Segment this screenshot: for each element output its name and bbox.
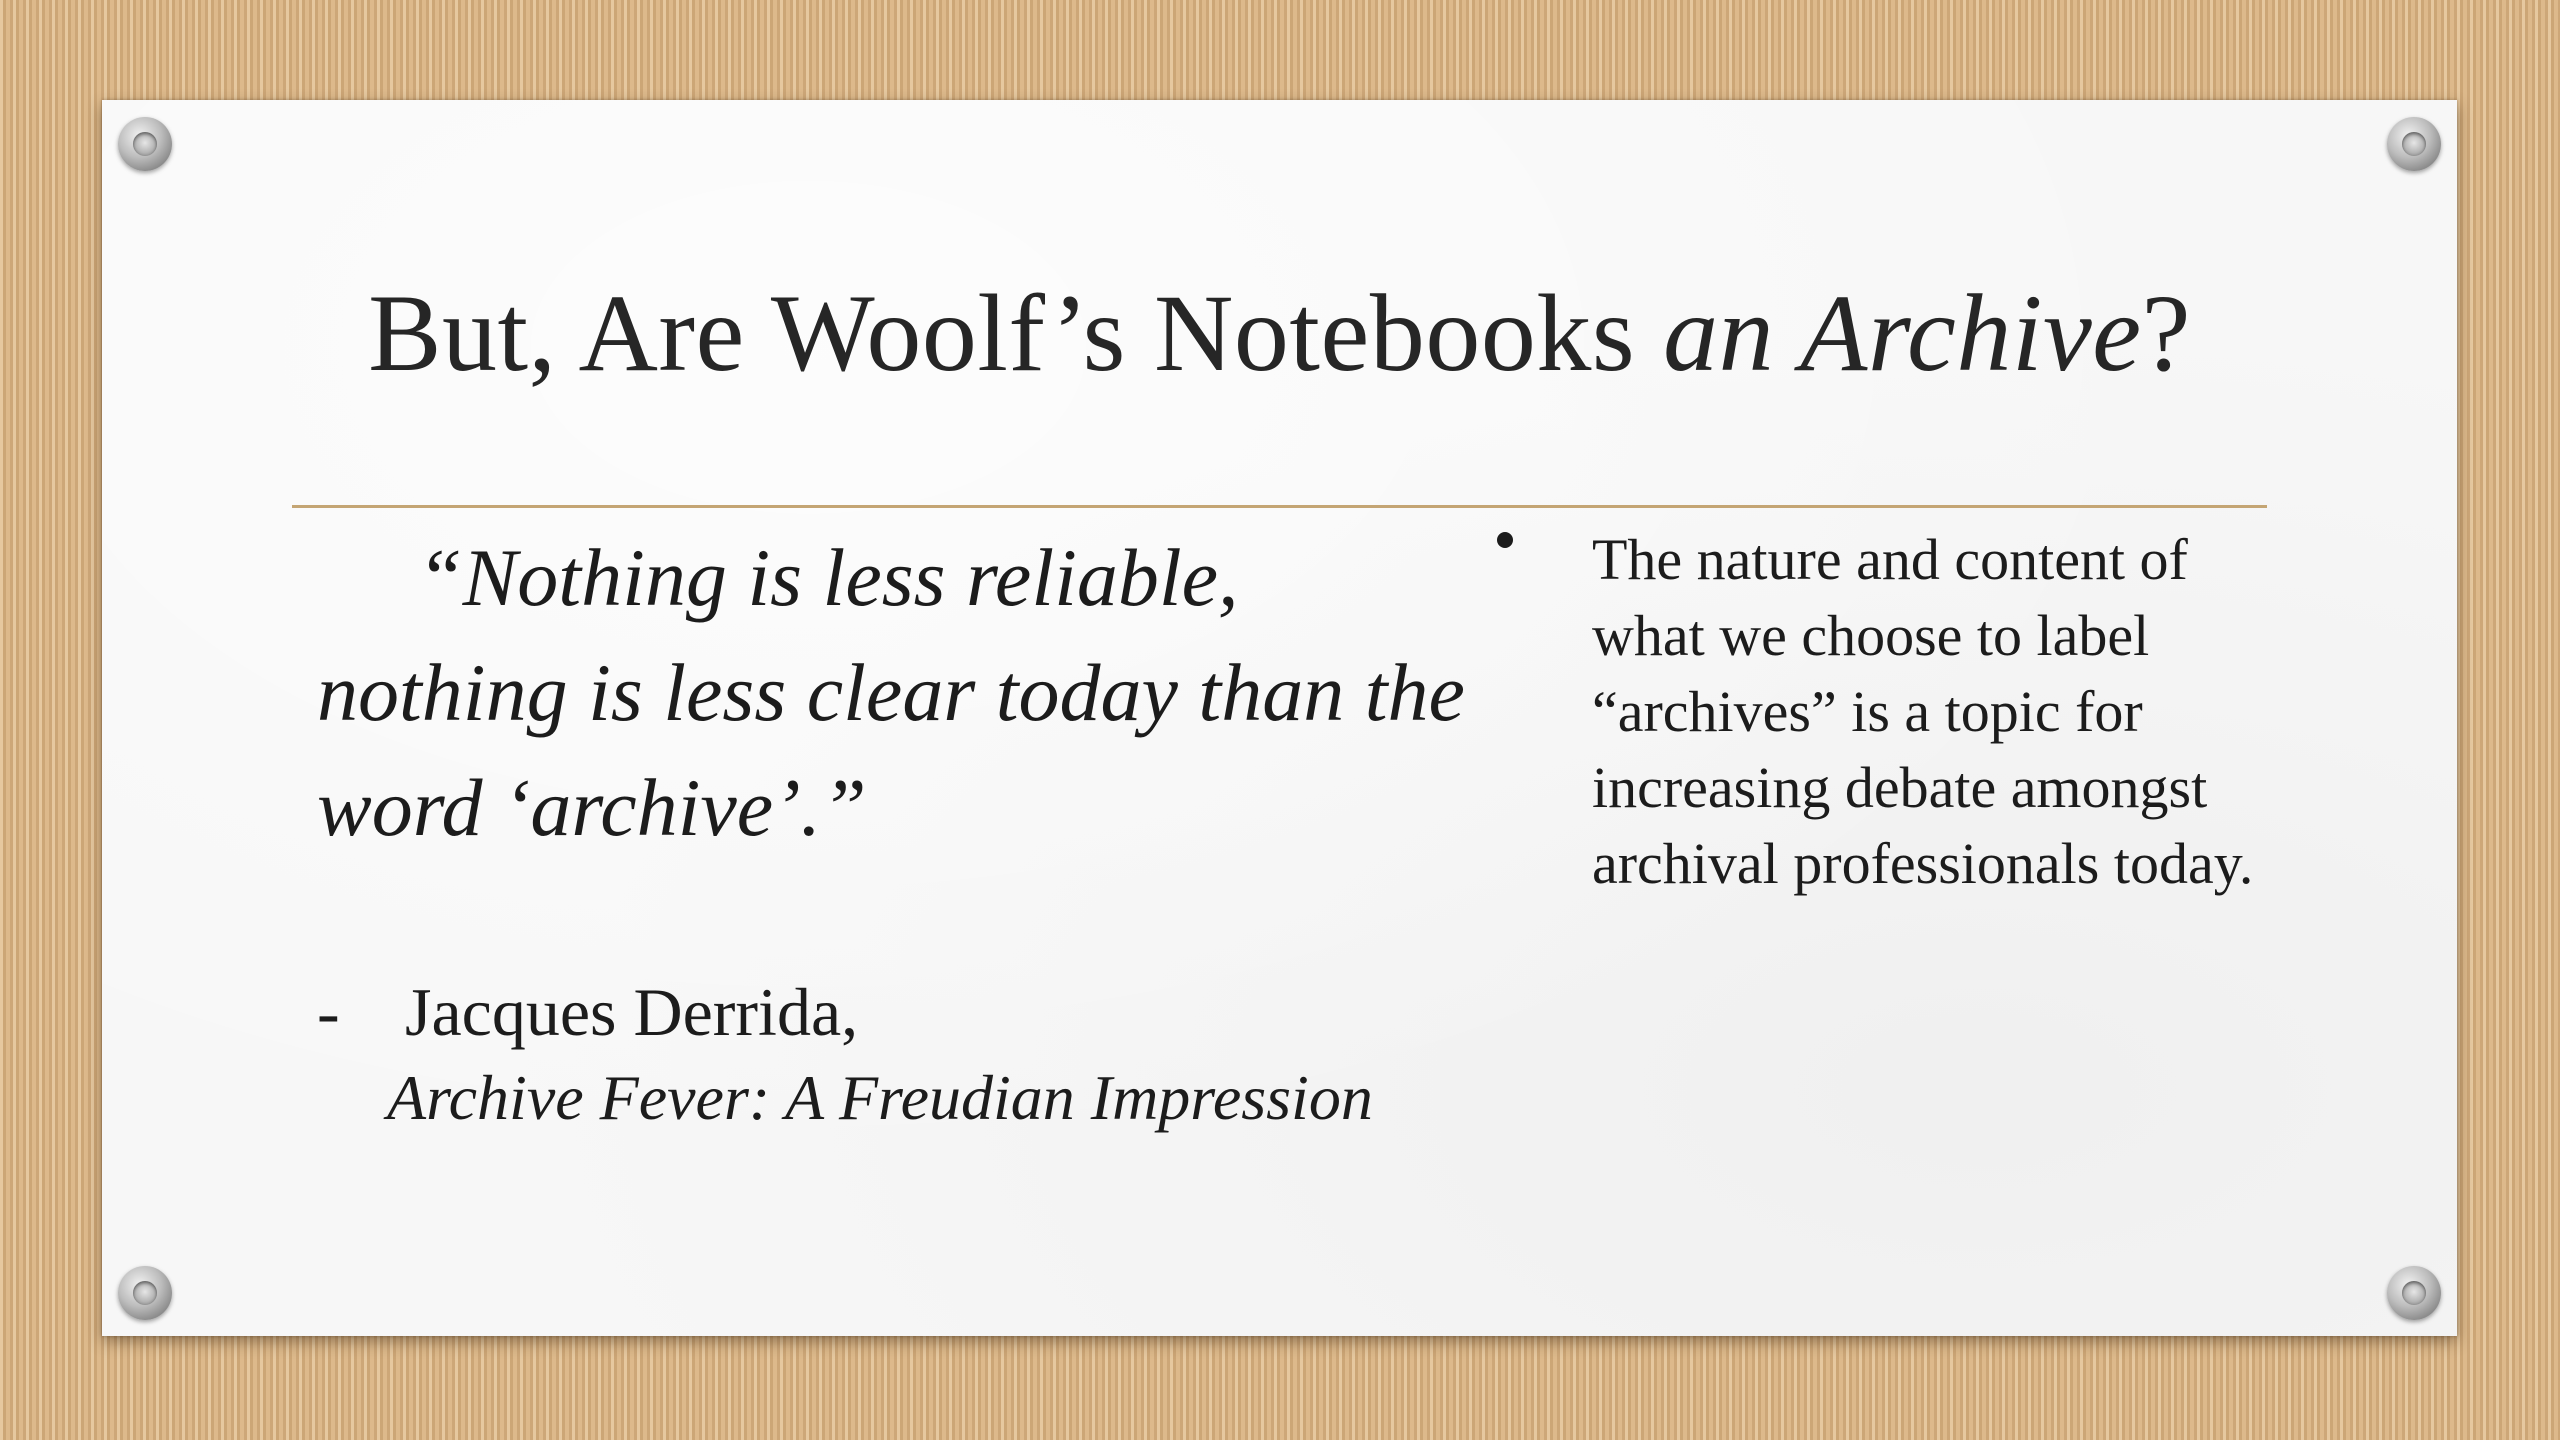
grommet-icon [2387, 1266, 2441, 1320]
quote-rest: nothing is less clear today than the word ‘archive’.” [317, 647, 1465, 853]
derrida-quote [317, 520, 1517, 865]
attribution-dash: - [317, 974, 340, 1050]
grommet-icon [118, 117, 172, 171]
title-divider [292, 505, 2267, 508]
bullet-icon [1497, 532, 1513, 548]
slide-title [102, 272, 2457, 394]
attribution-name: Jacques Derrida, [405, 974, 859, 1050]
title-end: ? [2141, 272, 2191, 394]
title-italic: an Archive [1663, 272, 2142, 394]
attribution-source: Archive Fever: A Freudian Impression [387, 1062, 1373, 1133]
title-main: But, Are Woolf’s Notebooks [368, 272, 1664, 394]
slide-board [102, 100, 2457, 1336]
quote-line-1: “Nothing is less reliable, [417, 532, 1239, 623]
grommet-icon [118, 1266, 172, 1320]
grommet-icon [2387, 117, 2441, 171]
bullet-point-text: The nature and content of what we choose to label “archives” is a topic for increasing debate amongst archival professionals today. [1592, 527, 2254, 896]
quote-attribution [317, 972, 858, 1054]
